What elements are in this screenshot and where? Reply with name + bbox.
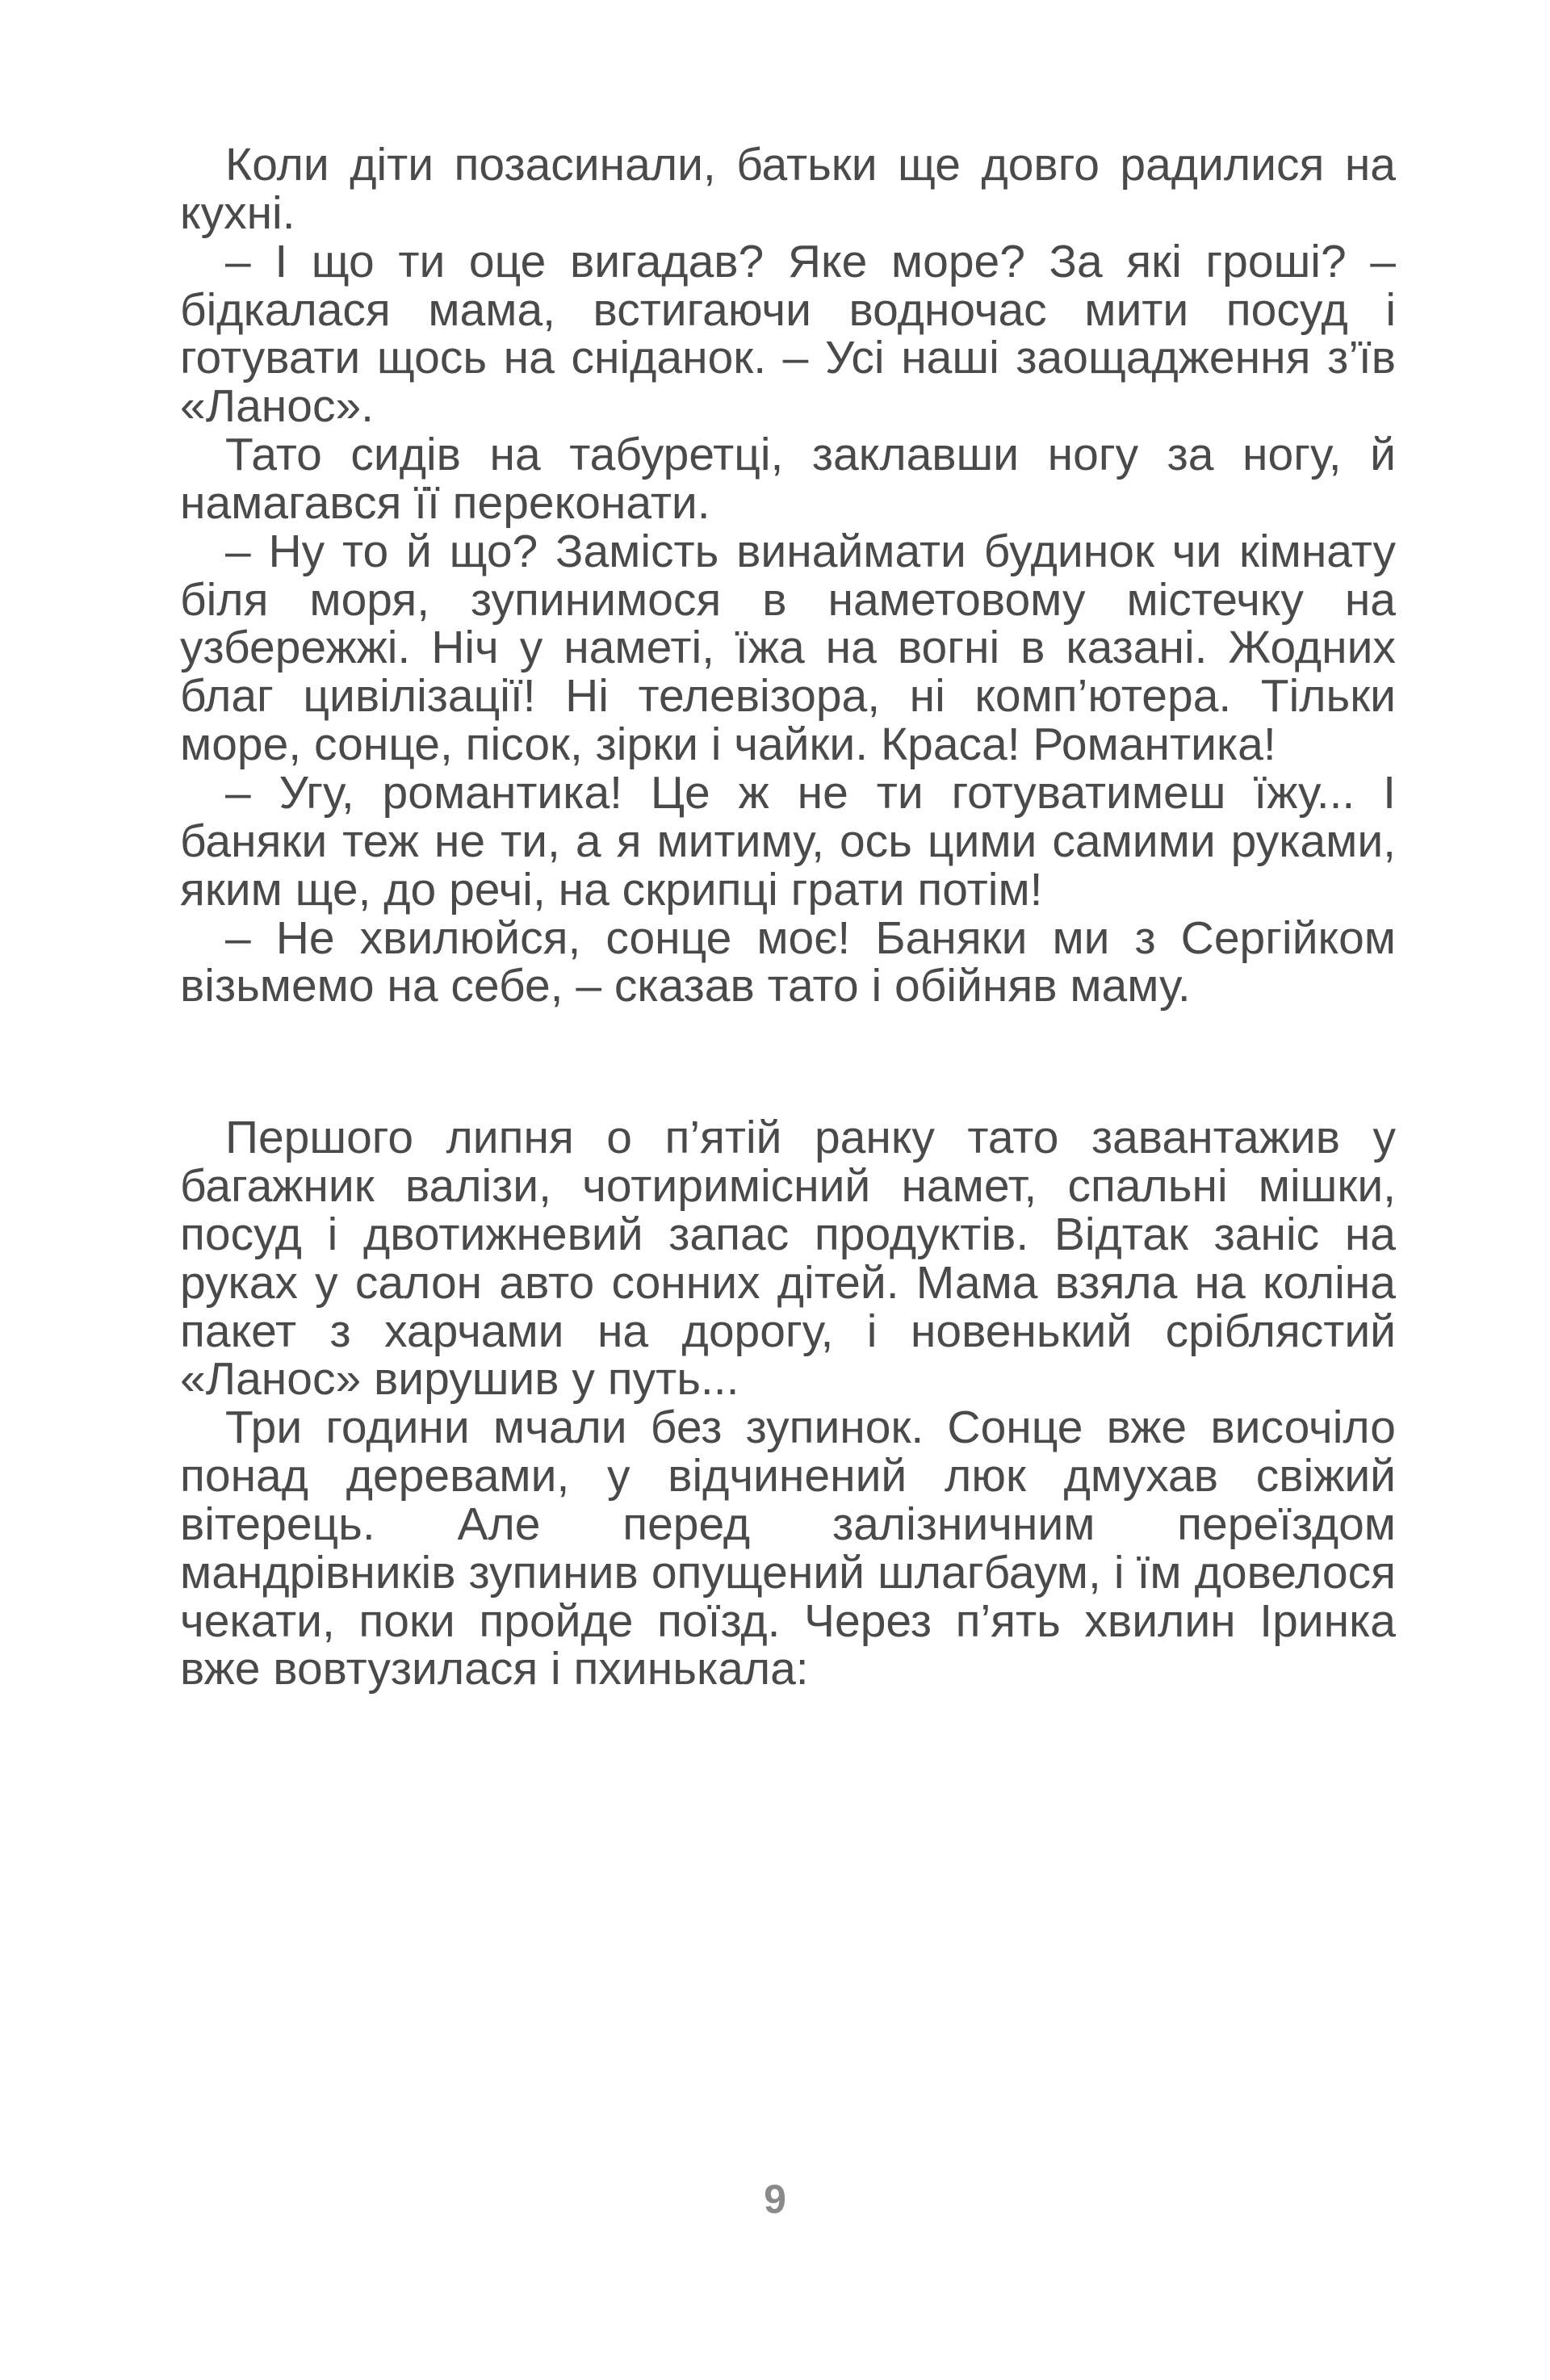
paragraph: Три години мчали без зупинок. Сонце вже височіло понад деревами, у відчинений люк дмухав свіжий вітерець. Але перед залізничним переїздом мандрівників зупинив опущений шлагбаум, і їм довелося чекати, поки пройде поїзд. Через п’ять хвилин Іринка вже вовтузилася і пхинькала: [180, 1402, 1396, 1695]
paragraph: – Угу, романтика! Це ж не ти готуватимеш їжу... І баняки теж не ти, а я митиму, ось цими самими руками, яким ще, до речі, на скрипці грати потім! [180, 766, 1396, 916]
page-number: 9 [764, 2177, 786, 2222]
paragraph: – Ну то й що? Замість винаймати будинок чи кімнату біля моря, зупинимося в наметовому містечку на узбережжі. Ніч у наметі, їжа на вогні в казані. Жодних благ цивілізації! Ні телевізора, ні комп’ютера. Тільки море, сонце, пісок, зірки і чайки. Краса! Романтика! [180, 525, 1396, 771]
paragraph: – Не хвилюйся, сонце моє! Баняки ми з Сергійком візьмемо на себе, – сказав тато і обійняв маму. [180, 911, 1396, 1012]
paragraph: – І що ти оце вигадав? Яке море? За які гроші? – бідкалася мама, встигаючи водночас мити посуд і готувати щось на сніданок. – Усі наші заощадження з’їв «Ланос». [180, 235, 1396, 433]
paragraph: Коли діти позасинали, батьки ще довго радилися на кухні. [180, 139, 1396, 239]
page-text [180, 141, 1396, 1694]
scene-break [180, 1011, 1396, 1114]
paragraph: Тато сидів на табуретці, заклавши ногу за ногу, й намагався її переконати. [180, 429, 1396, 529]
paragraph: Першого липня о п’ятій ранку тато завантажив у багажник валізи, чотиримісний намет, спальні мішки, посуд і двотижневий запас продуктів. Відтак заніс на руках у салон авто сонних дітей. Мама взяла на коліна пакет з харчами на дорогу, і новенький сріблястий «Ланос» вирушив у путь... [180, 1112, 1396, 1406]
